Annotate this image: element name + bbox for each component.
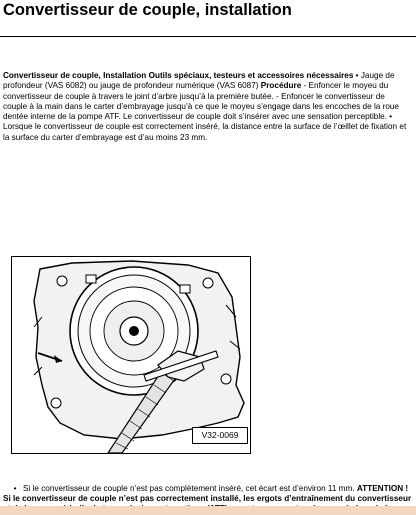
housing-boss [203,278,213,288]
housing-boss [221,374,231,384]
mounting-lug [180,285,190,293]
bottom-bar [0,506,416,515]
bullet: • [13,484,17,493]
attention-label: ATTENTION ! [356,484,409,493]
converter-hub-center [129,326,139,336]
installation-figure [11,256,251,454]
intro-text-part1: • Jauge de profondeur (VAS 6082) ou jauge de profondeur numérique (VAS 6087) [3,71,395,91]
intro-paragraph [3,71,411,143]
note-text: Si le convertisseur de couple n’est pas complètement inséré, cet écart est d’environ 11 mm. [23,484,357,493]
torque-converter-illustration [12,257,250,453]
figure-code-label: V32-0069 [192,427,248,444]
mounting-lug [86,275,96,283]
title-divider [0,36,416,37]
intro-text-part2: - Enfoncer le moyeu du convertisseur de couple à travers le joint d’arbre jusqu’à la première butée. - Enfoncer le convertisseur de couple à la main dans le carter d’embrayage jusqu’à ce que le moyeu s’engage dans les encoches de la roue dentée interne de la pompe ATF. Le convertisseur de couple doit s’insérer avec une sensation perceptible. • Lorsque le convertisseur de couple est correctement inséré, la distance entre la surface de l’œillet de fixation et la surface du carter d’embrayage est d’au moins 23 mm. [3,81,407,142]
page-title: Convertisseur de couple, installation [3,1,292,19]
housing-boss [57,276,67,286]
housing-boss [51,398,61,408]
intro-heading: Convertisseur de couple, Installation Outils spéciaux, testeurs et accessoires nécessaires [3,71,354,80]
warning-text: Si le convertisseur de couple n’est pas correctement installé, les ergots d’entraînement du convertisseur [3,494,412,503]
procedure-label: Procédure [260,81,302,91]
